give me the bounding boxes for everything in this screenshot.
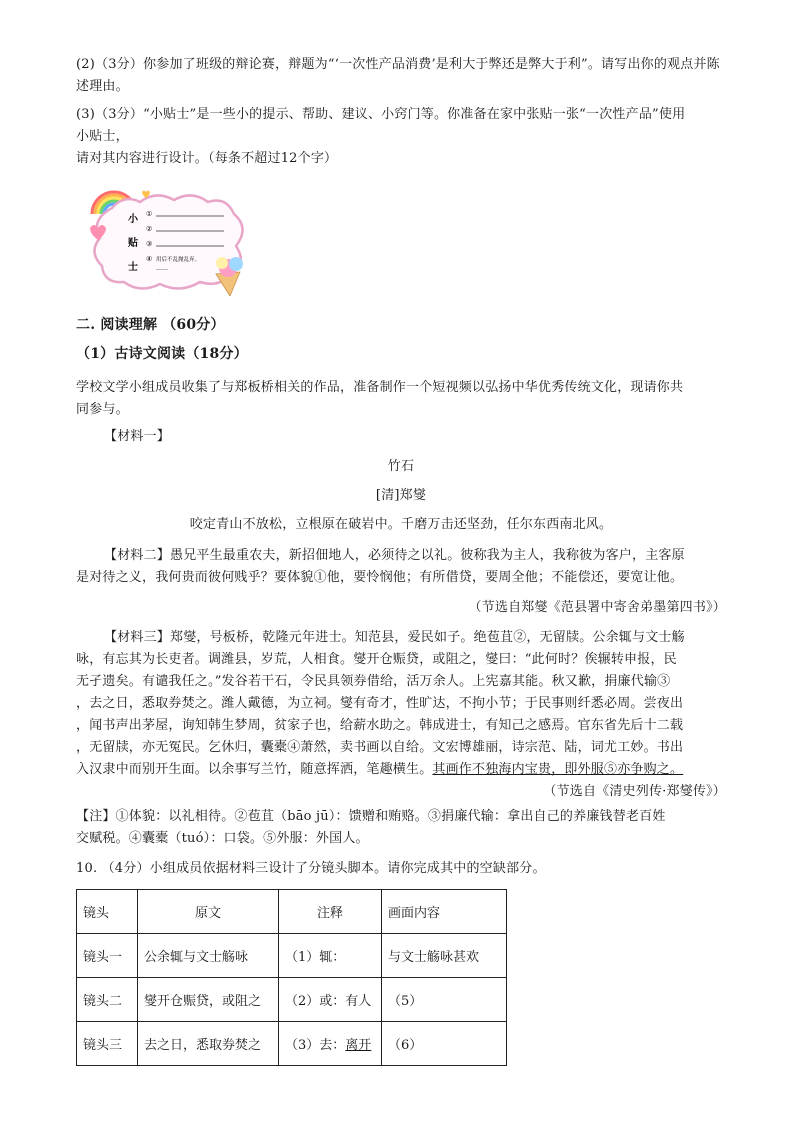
material-3-line: 【材料三】郑燮，号板桥，乾隆元年进士。知范县，爱民如子。绝苞苴②，无留牍。公余辄与文士觞 bbox=[104, 630, 685, 645]
table-row bbox=[77, 978, 507, 1022]
note-prefix: （3）去： bbox=[285, 1038, 346, 1053]
material-2-line: 【材料二】愚兄平生最重农夫，新招佃地人，必须待之以礼。彼称我为主人，我称彼为客户，主客原 bbox=[104, 548, 685, 563]
table-header: 镜头 bbox=[77, 890, 138, 934]
question-3-line: 请对其内容进行设计。（每条不超过12个字） bbox=[76, 151, 338, 166]
tip-marker: ③ bbox=[146, 240, 153, 248]
question-3 bbox=[76, 104, 726, 170]
poem-title: 竹石 bbox=[387, 459, 415, 474]
question-2 bbox=[76, 54, 726, 98]
sticker-title-char: 士 bbox=[128, 262, 138, 273]
intro-line: 学校文学小组成员收集了与郑板桥相关的作品，准备制作一个短视频以弘扬中华优秀传统文化，现请你共 bbox=[76, 380, 684, 395]
table-header: 原文 bbox=[138, 890, 279, 934]
material-2 bbox=[76, 545, 726, 589]
material-3 bbox=[76, 627, 726, 781]
text-cell: 公余辄与文士觞咏 bbox=[138, 934, 279, 978]
material-2-source: （节选自郑燮《范县署中寄舍弟墨第四书》） bbox=[468, 600, 726, 615]
annotation-line: 交赋税。④囊橐（tuó）：口袋。⑤外服：外国人。 bbox=[76, 831, 369, 846]
material-3-line: ，无留牍，亦无冤民。乞休归，囊橐④萧然，卖书画以自给。文宏博雄丽，诗宗范、陆，词尤工妙。书出 bbox=[76, 740, 684, 755]
tip-marker: ④ bbox=[146, 255, 153, 263]
note-cell bbox=[279, 1022, 382, 1066]
ice-cream-icon bbox=[216, 257, 243, 296]
note-answer: 离开 bbox=[345, 1038, 372, 1053]
storyboard-table bbox=[76, 889, 507, 1066]
material-3-text: 入汉隶中而别开生面。以余事写兰竹，随意挥洒，笔趣横生。 bbox=[76, 762, 433, 777]
note-cell[interactable]: （1）辄： bbox=[279, 934, 382, 978]
section-heading: 二. 阅读理解 （60分） bbox=[76, 317, 225, 333]
poem-author: [清]郑燮 bbox=[375, 488, 427, 503]
scene-cell[interactable]: （5） bbox=[382, 978, 507, 1022]
tip-marker: ① bbox=[146, 210, 153, 218]
material-3-line: ，闻书声出茅屋，询知韩生梦周，贫家子也，给薪水助之。韩成进士，有知己之感焉。官东省先后十二载 bbox=[76, 718, 684, 733]
sub-heading: （1）古诗文阅读（18分） bbox=[76, 346, 248, 362]
material-3-line bbox=[76, 759, 726, 781]
sticker-title-char: 小 bbox=[128, 214, 138, 225]
question-2-line: 述理由。 bbox=[76, 79, 129, 94]
note-cell: （2）或：有人 bbox=[279, 978, 382, 1022]
question-3-line: (3)（3分）“小贴士”是一些小的提示、帮助、建议、小窍门等。你准备在家中张贴一张“一次性产品”使用 bbox=[76, 107, 686, 122]
intro-line: 同参与。 bbox=[76, 402, 129, 417]
text-cell: 去之日，悉取券焚之 bbox=[138, 1022, 279, 1066]
underlined-sentence: 其画作不独海内宝贵，即外服⑤亦争购之。 bbox=[432, 762, 684, 777]
shot-cell: 镜头一 bbox=[77, 934, 138, 978]
tip-ellipsis: …… bbox=[156, 265, 168, 272]
question-3-line: 小贴士， bbox=[76, 129, 129, 144]
scene-cell[interactable]: （6） bbox=[382, 1022, 507, 1066]
question-2-line: (2)（3分）你参加了班级的辩论赛，辩题为“‘一次性产品消费’是利大于弊还是弊大于利”。请写出你的观点并陈 bbox=[76, 57, 720, 72]
tips-sticker-illustration bbox=[84, 184, 254, 296]
material-3-line: 咏，有忘其为长吏者。调潍县，岁荒，人相食。燮开仓赈贷，或阻之，燮曰：“此何时？俟辗转申报，民 bbox=[76, 652, 677, 667]
section-intro bbox=[76, 377, 726, 421]
table-row bbox=[77, 1022, 507, 1066]
annotations bbox=[76, 806, 726, 850]
question-10-prompt: 10. （4分）小组成员依据材料三设计了分镜头脚本。请你完成其中的空缺部分。 bbox=[76, 861, 546, 876]
table-header-row bbox=[77, 890, 507, 934]
poem-text: 咬定青山不放松，立根原在破岩中。千磨万击还坚劲，任尔东西南北风。 bbox=[189, 517, 613, 532]
table-header: 画面内容 bbox=[382, 890, 507, 934]
material-3-line: 无孑遗矣。有谴我任之。”发谷若干石，令民具领券借给，活万余人。上宪嘉其能。秋又歉，捐廉代输③ bbox=[76, 674, 671, 689]
text-cell: 燮开仓赈贷，或阻之 bbox=[138, 978, 279, 1022]
table-header: 注释 bbox=[279, 890, 382, 934]
shot-cell: 镜头三 bbox=[77, 1022, 138, 1066]
annotation-line: 【注】①体貌：以礼相待。②苞苴（bāo jū）：馈赠和贿赂。③捐廉代输：拿出自己的养廉钱替老百姓 bbox=[76, 809, 666, 824]
tip-marker: ② bbox=[146, 225, 153, 233]
sticker-title-char: 贴 bbox=[128, 238, 138, 249]
material-1-label: 【材料一】 bbox=[104, 429, 171, 444]
material-2-line: 是对待之义，我何贵而彼何贱乎？要体貌①他，要怜悯他；有所借贷，要周全他；不能偿还，要宽让他。 bbox=[76, 570, 684, 585]
material-3-line: ，去之日，悉取券焚之。潍人戴德，为立祠。燮有奇才，性旷达，不拘小节；于民事则纤悉必周。尝夜出 bbox=[76, 696, 684, 711]
table-row bbox=[77, 934, 507, 978]
tip-example: 用后不乱抛乱弃。 bbox=[156, 257, 201, 263]
shot-cell: 镜头二 bbox=[77, 978, 138, 1022]
scene-cell: 与文士觞咏甚欢 bbox=[382, 934, 507, 978]
material-3-source: （节选自《清史列传·郑燮传》） bbox=[543, 784, 726, 799]
